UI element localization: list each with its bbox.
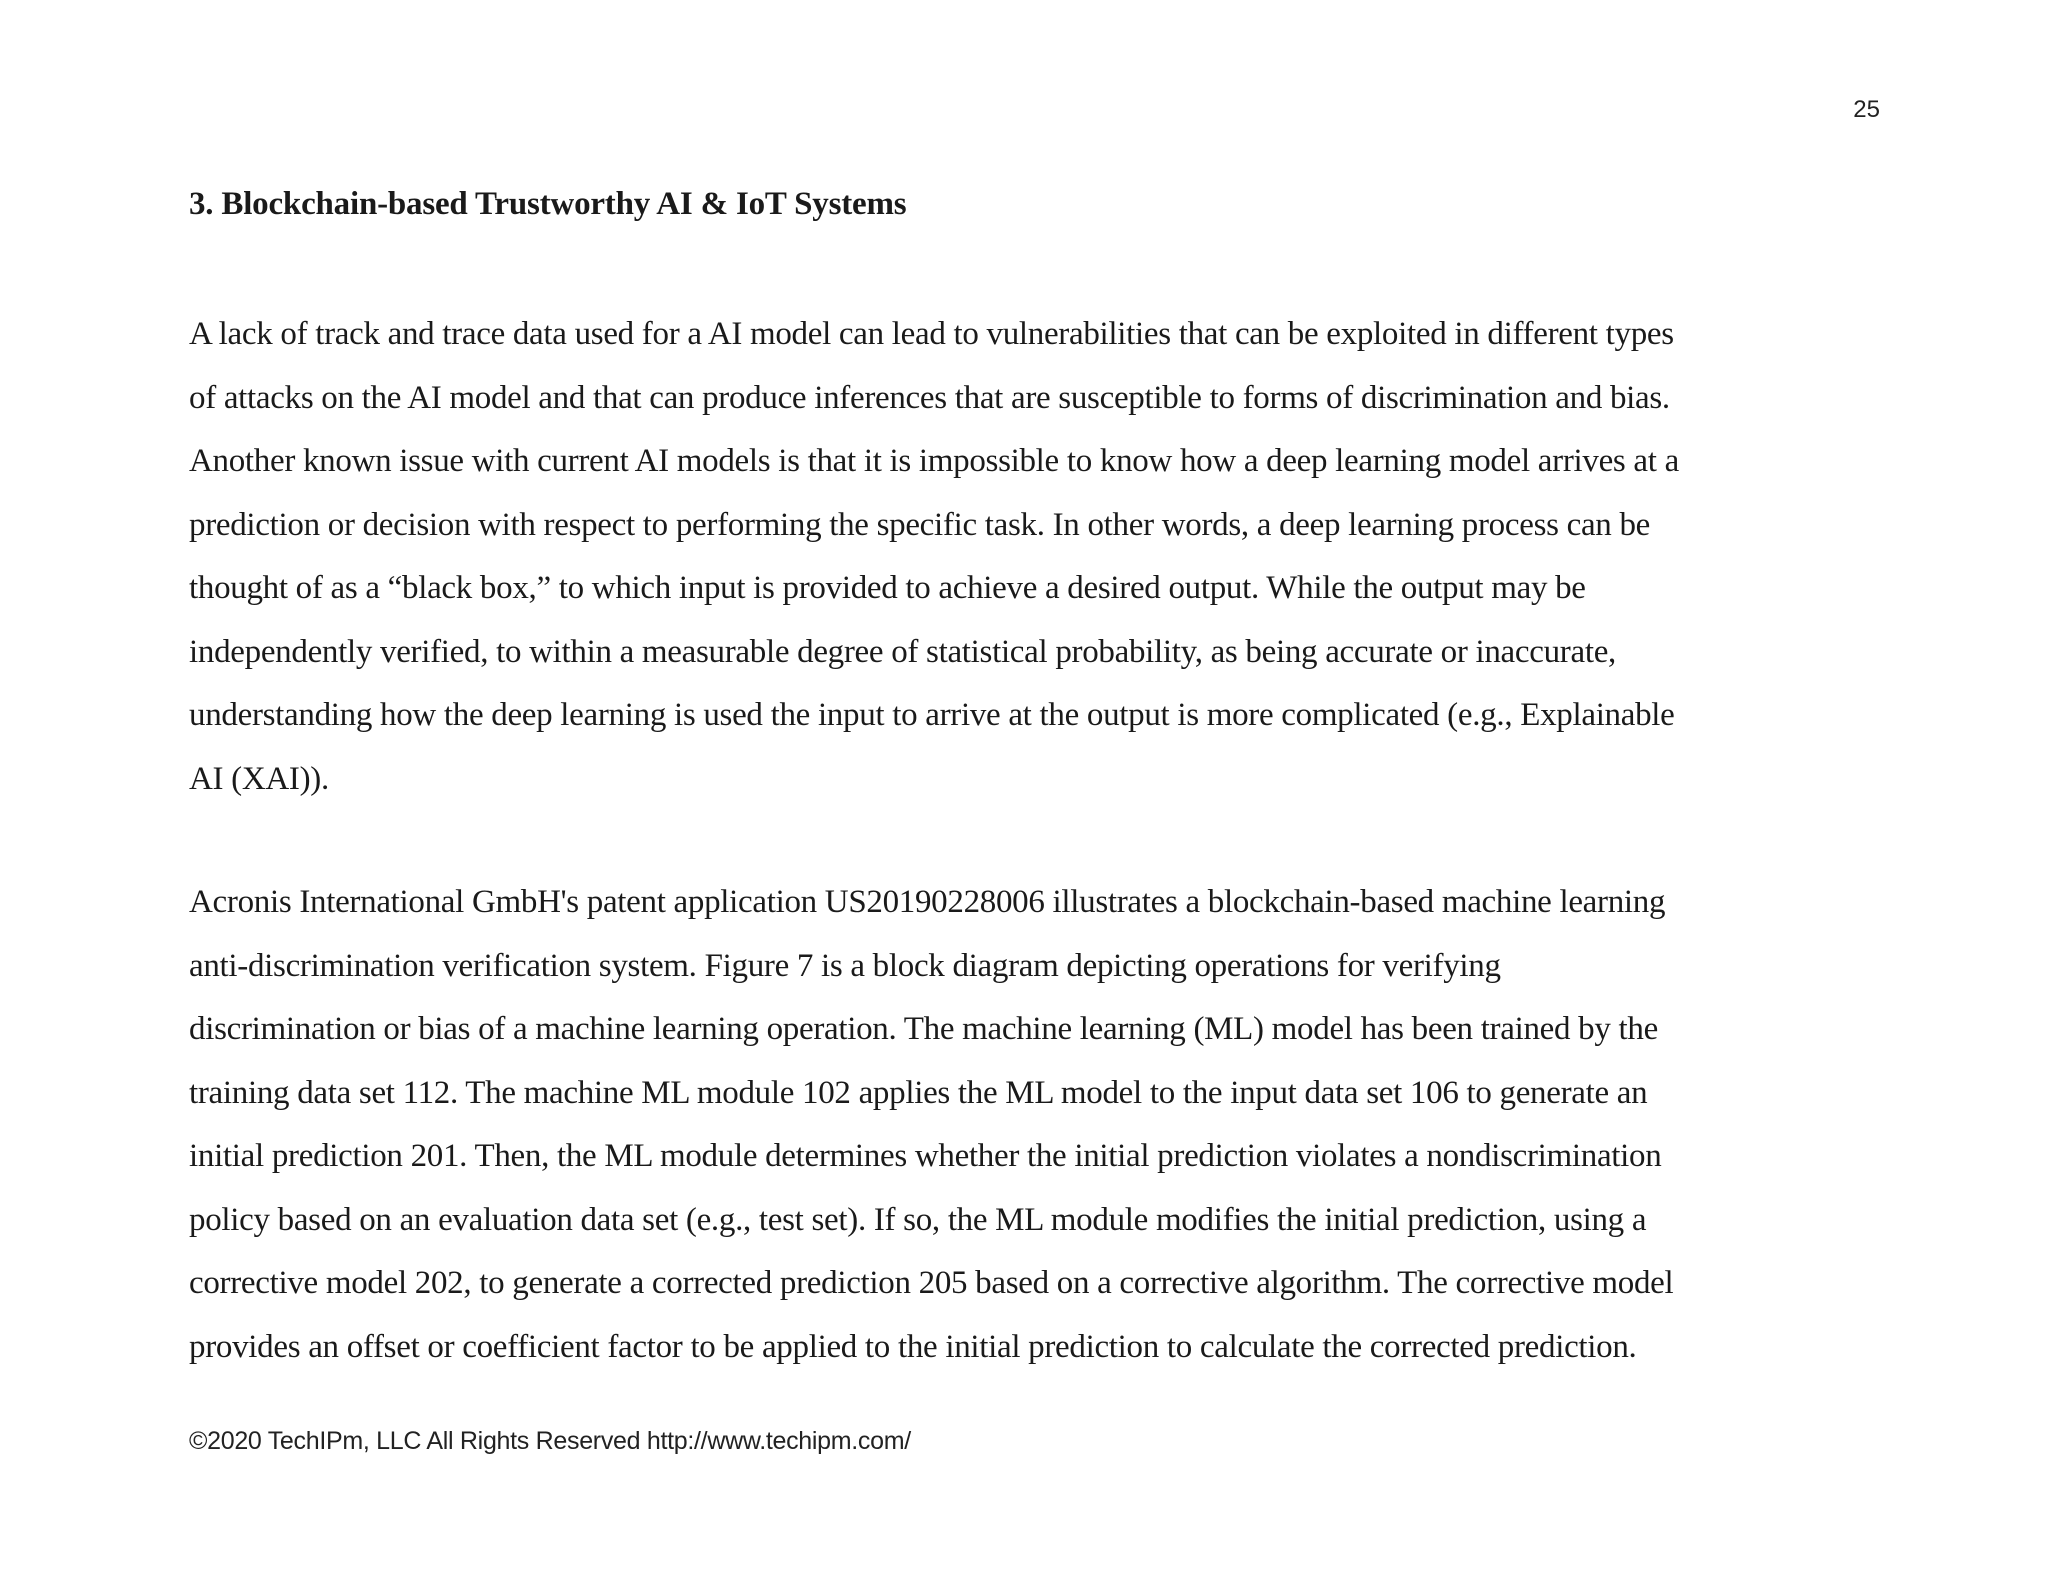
paragraph-1 xyxy=(189,303,1889,811)
paragraph-line: thought of as a “black box,” to which input is provided to achieve a desired output. While the output may be xyxy=(189,570,1586,606)
paragraph-line: corrective model 202, to generate a corrected prediction 205 based on a corrective algorithm. The corrective model xyxy=(189,1265,1674,1301)
page-content xyxy=(189,186,1889,1379)
paragraph-line: independently verified, to within a measurable degree of statistical probability, as being accurate or inaccurate, xyxy=(189,633,1616,670)
paragraph-line: of attacks on the AI model and that can produce inferences that are susceptible to forms of discrimination and bias. xyxy=(189,379,1670,416)
paragraph-line: anti-discrimination verification system. Figure 7 is a block diagram depicting operations for verifying xyxy=(189,947,1501,984)
paragraph-line: Acronis International GmbH's patent application US20190228006 illustrates a blockchain-based machine learning xyxy=(189,884,1666,920)
paragraph-line: initial prediction 201. Then, the ML module determines whether the initial prediction violates a nondiscrimination xyxy=(189,1138,1662,1174)
paragraph-line: discrimination or bias of a machine learning operation. The machine learning (ML) model has been trained by the xyxy=(189,1011,1658,1047)
paragraph-line: provides an offset or coefficient factor to be applied to the initial prediction to calculate the corrected prediction. xyxy=(189,1328,1637,1365)
paragraph-line: policy based on an evaluation data set (e.g., test set). If so, the ML module modifies the initial prediction, using a xyxy=(189,1201,1647,1238)
paragraph-line: prediction or decision with respect to performing the specific task. In other words, a deep learning process can be xyxy=(189,506,1650,543)
copyright-footer: ©2020 TechIPm, LLC All Rights Reserved http://www.techipm.com/ xyxy=(189,1427,911,1455)
page-number: 25 xyxy=(1853,96,1880,123)
paragraph-line: A lack of track and trace data used for a AI model can lead to vulnerabilities that can be exploited in different types xyxy=(189,316,1674,352)
section-heading: 3. Blockchain-based Trustworthy AI & IoT Systems xyxy=(189,186,907,222)
paragraph-line: Another known issue with current AI models is that it is impossible to know how a deep learning model arrives at a xyxy=(189,443,1679,479)
paragraph-line: training data set 112. The machine ML module 102 applies the ML model to the input data set 106 to generate an xyxy=(189,1074,1648,1111)
paragraph-line: AI (XAI)). xyxy=(189,760,329,797)
paragraph-line: understanding how the deep learning is used the input to arrive at the output is more complicated (e.g., Explainable xyxy=(189,697,1675,733)
paragraph-2 xyxy=(189,871,1889,1379)
